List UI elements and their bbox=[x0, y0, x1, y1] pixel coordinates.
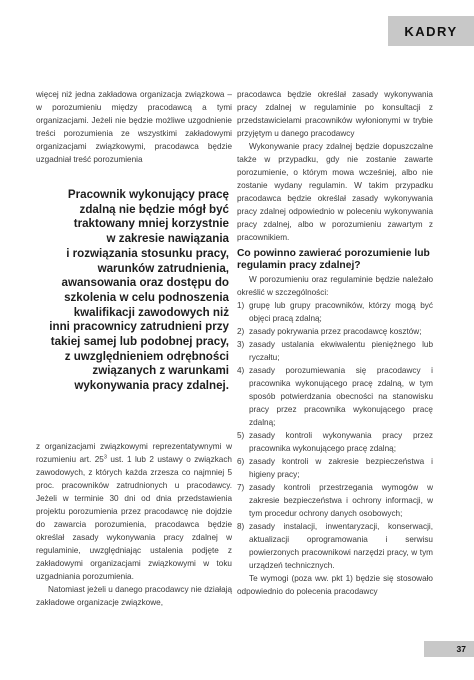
pull-quote-line: takiej samej lub podobnej pracy, bbox=[50, 335, 229, 349]
list-item-number: 6) bbox=[237, 457, 245, 466]
list-item-text: zasady instalacji, inwentaryzacji, konserwacji, aktualizacji oprogramowania i serwisu powierzonych pracownikowi narzędzi pracy, w tym urządzeń technicznych. bbox=[249, 522, 433, 570]
pull-quote-line: szkolenia w celu podnoszenia bbox=[64, 290, 229, 304]
body-paragraph: z organizacjami związkowymi reprezentatywnymi w rozumieniu art. $25^3$ ust. 1 lub 2 ustawy o związkach zawodowych, z których każda zrzesza co najmniej 5 proc. pracowników zatrudnionych u pracodawcy. Jeżeli w terminie 30 dni od dnia przedstawienia projektu porozumienia przez pracodawcę nie dojdzie do zawarcia porozumienia, pracodawca będzie określał zasady wykonywania pracy zdalnej w regulaminie, uwzględniając ustalenia podjęte z zakładowymi organizacjami związkowymi w toku uzgadniania porozumienia. bbox=[36, 442, 232, 581]
list-item-text: zasady kontroli w zakresie bezpieczeństwa i higieny pracy; bbox=[249, 457, 433, 479]
list-item-text: zasady kontroli wykonywania pracy przez pracownika wykonującego pracę zdalną; bbox=[249, 431, 433, 453]
pull-quote-line: awansowania oraz dostępu do bbox=[61, 276, 229, 290]
section-label: KADRY bbox=[404, 23, 458, 39]
pull-quote-line: w zakresie nawiązania bbox=[106, 232, 229, 246]
body-paragraph: W porozumieniu oraz regulaminie będzie należało określić w szczególności: bbox=[237, 275, 433, 297]
list-item-number: 8) bbox=[237, 522, 245, 531]
body-paragraph: Te wymogi (poza ww. pkt 1) będzie się stosowało odpowiednio do polecenia pracodawcy bbox=[237, 574, 433, 596]
pull-quote-line: związanych z warunkami bbox=[92, 364, 229, 378]
body-paragraph: pracodawca będzie określał zasady wykonywania pracy zdalnej w regulaminie po konsultacji z przedstawicielami pracowników wyłonionymi w trybie przyjętym u danego pracodawcy bbox=[237, 90, 433, 138]
list-item-number: 5) bbox=[237, 431, 245, 440]
pull-quote-line: warunków zatrudnienia, bbox=[97, 261, 229, 275]
body-paragraph: Natomiast jeżeli u danego pracodawcy nie działają zakładowe organizacje związkowe, bbox=[36, 585, 232, 607]
pull-quote-line: z uwzględnieniem odrębności bbox=[64, 349, 229, 363]
list-item bbox=[237, 325, 433, 338]
list-item-text: zasady porozumiewania się pracodawcy i pracownika wykonującego pracę zdalną, w tym sposób potwierdzania obecności na stanowisku pracy przez pracownika wykonującego pracę zdalną; bbox=[249, 366, 433, 427]
list-item bbox=[237, 481, 433, 520]
list-item bbox=[237, 364, 433, 429]
left-column-top bbox=[36, 88, 232, 166]
list-item-text: zasady pokrywania przez pracodawcę kosztów; bbox=[249, 327, 422, 336]
page-number: 37 bbox=[456, 644, 466, 654]
requirements-list bbox=[237, 299, 433, 572]
pull-quote-line: traktowany mniej korzystnie bbox=[73, 217, 229, 231]
list-item-number: 1) bbox=[237, 301, 245, 310]
list-item bbox=[237, 455, 433, 481]
list-item-text: grupę lub grupy pracowników, którzy mogą być objęci pracą zdalną; bbox=[249, 301, 433, 323]
body-paragraph: Wykonywanie pracy zdalnej będzie dopuszczalne także w przypadku, gdy nie zostanie zawarte porozumienie, o którym mowa wcześniej, albo nie zostanie wydany regulamin. W takim przypadku pracodawca będzie określał zasady wykonywania pracy zdalnej odpowiednio w poleceniu wykonywania pracy zdalnej, albo w porozumieniu zawartym z pracownikiem. bbox=[237, 142, 433, 242]
body-paragraph: więcej niż jedna zakładowa organizacja związkowa – w porozumieniu między pracodawcą a tymi organizacjami. Jeżeli nie będzie możliwe uzgodnienie treści porozumienia ze wszystkimi zakładowymi organizacjami związkowymi, pracodawca będzie uzgadniał treść porozumienia bbox=[36, 90, 232, 164]
section-tab bbox=[388, 16, 474, 46]
pull-quote-line: i rozwiązania stosunku pracy, bbox=[66, 246, 229, 260]
list-item bbox=[237, 429, 433, 455]
list-item bbox=[237, 338, 433, 364]
pull-quote-line: wykonywania pracy zdalnej. bbox=[74, 379, 229, 393]
list-item bbox=[237, 299, 433, 325]
page-number-box bbox=[424, 641, 474, 657]
list-item-text: zasady kontroli przestrzegania wymogów w zakresie bezpieczeństwa i ochrony informacji, w tym procedur ochrony danych osobowych; bbox=[249, 483, 433, 518]
pull-quote-line: Pracownik wykonujący pracę bbox=[67, 188, 229, 201]
right-column bbox=[237, 88, 433, 598]
pull-quote-line: zdalną nie będzie mógł być bbox=[79, 202, 229, 216]
list-item-number: 2) bbox=[237, 327, 245, 336]
left-column-bottom bbox=[36, 440, 232, 609]
list-item-number: 4) bbox=[237, 366, 245, 375]
list-item-number: 7) bbox=[237, 483, 245, 492]
section-heading: Co powinno zawierać porozumienie lub regulamin pracy zdalnej? bbox=[237, 248, 430, 271]
list-item-number: 3) bbox=[237, 340, 245, 349]
pull-quote-line: kwalifikacji zawodowych niż bbox=[73, 305, 229, 319]
pull-quote bbox=[36, 188, 229, 394]
pull-quote-line: inni pracownicy zatrudnieni przy bbox=[49, 320, 229, 334]
list-item bbox=[237, 520, 433, 572]
list-item-text: zasady ustalania ekwiwalentu pieniężnego lub ryczałtu; bbox=[249, 340, 433, 362]
